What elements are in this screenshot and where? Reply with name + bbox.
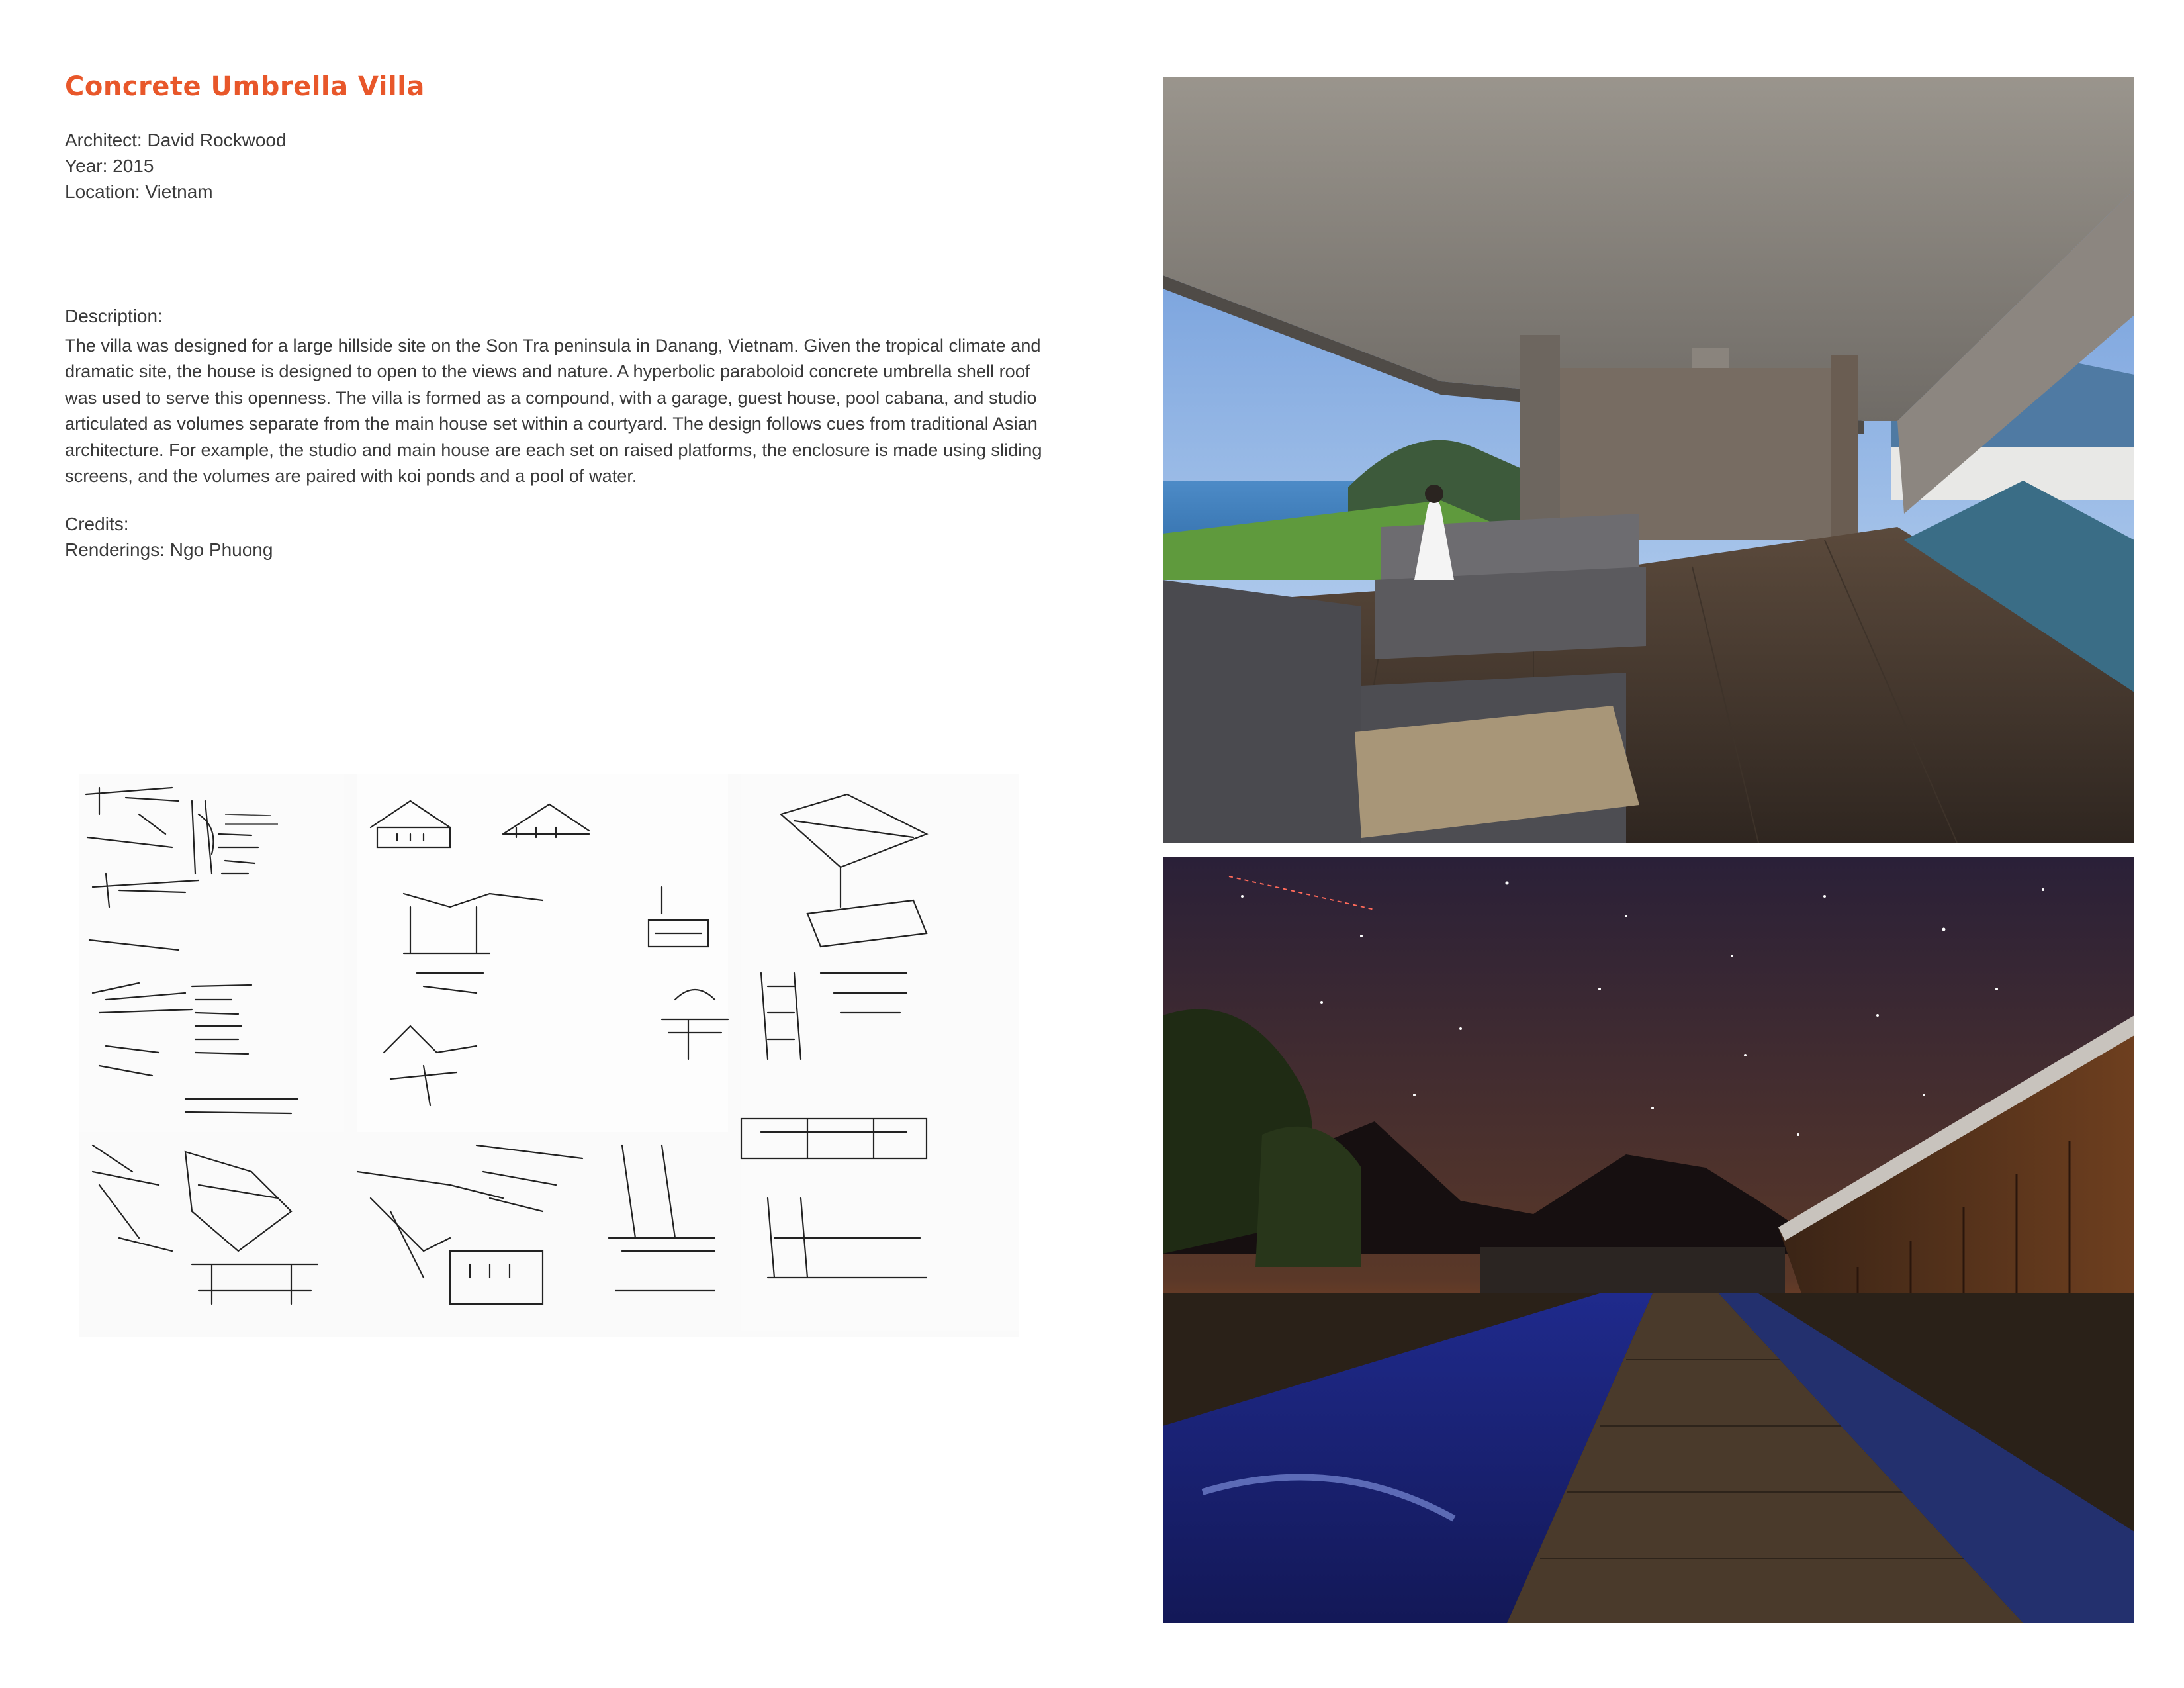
sketch-sheet-image (79, 774, 1019, 1337)
courtyard-night-rendering-image (1163, 857, 2134, 1623)
location-line: Location: Vietnam (65, 181, 213, 202)
terrace-rendering-image (1163, 77, 2134, 843)
description-label: Description: (65, 306, 163, 326)
credits-block (65, 511, 273, 563)
year-line: Year: 2015 (65, 156, 154, 176)
project-meta (65, 127, 287, 205)
renderings-credit: Renderings: Ngo Phuong (65, 539, 273, 560)
credits-label: Credits: (65, 514, 129, 534)
architect-line: Architect: David Rockwood (65, 130, 287, 150)
page-title: Concrete Umbrella Villa (65, 71, 425, 102)
description-body: The villa was designed for a large hillside site on the Son Tra peninsula in Danang, Vietnam. Given the tropical climate and dramatic site, the house is designed to open to the views and nature. A hyperbolic paraboloid concrete umbrella shell roof was used to serve this openness. The villa is formed as a compound, with a garage, guest house, pool cabana, and studio articulated as volumes separate from the main house set within a courtyard. The design follows cues from traditional Asian architecture. For example, the studio and main house are each set on raised platforms, the enclosure is made using sliding screens, and the volumes are paired with koi ponds and a pool of water. (65, 335, 1042, 487)
